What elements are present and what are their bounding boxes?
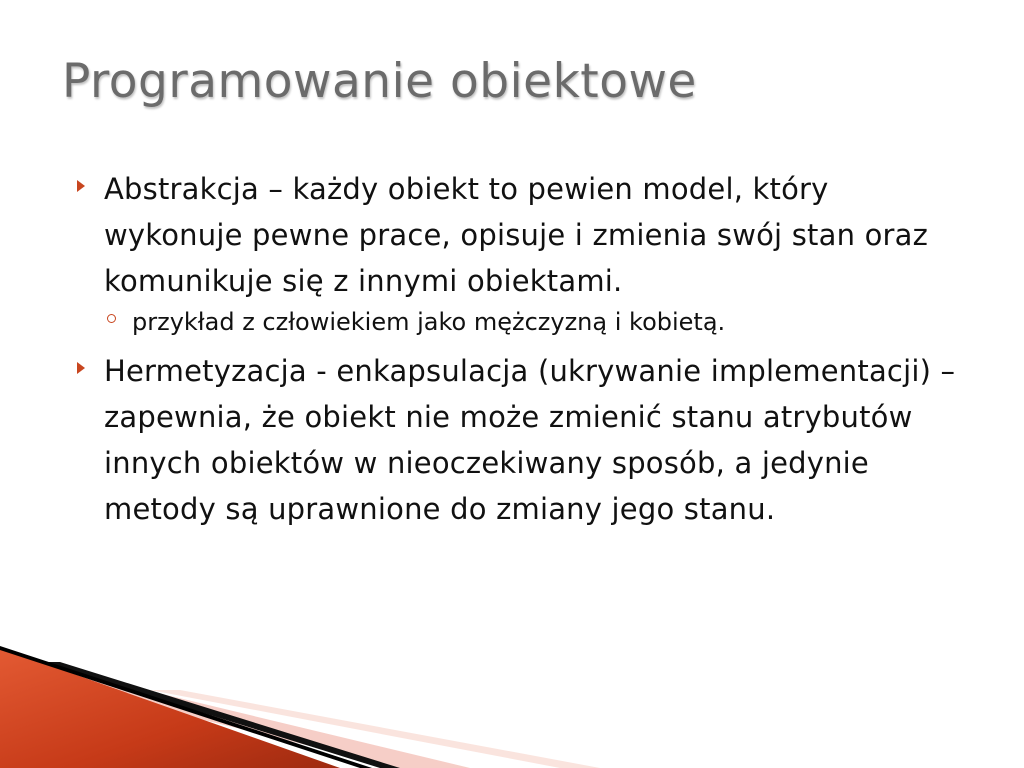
bullet-text: Abstrakcja – każdy obiekt to pewien model, który wykonuje pewne prace, opisuje i zmienia swój stan oraz komunikuje się z innymi obiektami. <box>104 172 929 298</box>
bullet-text: Hermetyzacja - enkapsulacja (ukrywanie implementacji) – zapewnia, że obiekt nie może zmienić stanu atrybutów innych obiektów w nieoczekiwany sposób, a jedynie metody są uprawnione do zmiany jego stanu. <box>104 354 956 526</box>
sub-bullet-text: przykład z człowiekiem jako mężczyzną i kobietą. <box>132 308 726 336</box>
slide-title: Programowanie obiektowe <box>62 54 697 109</box>
